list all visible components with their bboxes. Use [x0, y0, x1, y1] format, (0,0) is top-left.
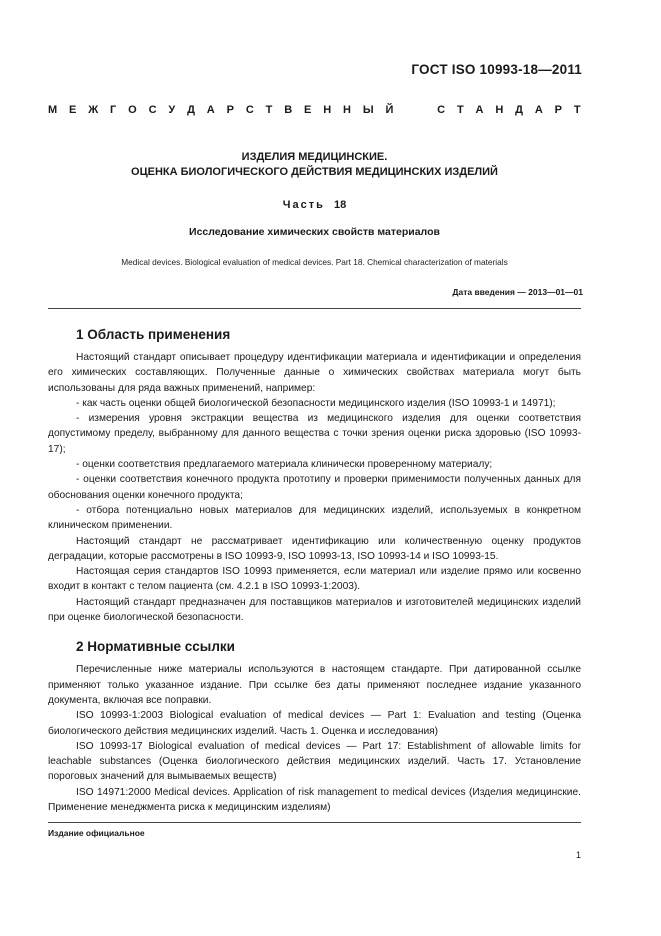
document-body [48, 322, 581, 815]
banner-letter: Н [495, 104, 504, 116]
banner-letter: Т [456, 104, 464, 116]
normative-reference: ISO 14971:2000 Medical devices. Application of risk management to medical devices (Изделия медицинские. Применение менеджмента риска к медицинским изделиям) [48, 786, 581, 814]
banner-letter: Р [554, 104, 563, 116]
section-1-list-item: - измерения уровня экстракции вещества из медицинского изделия для оценки соответствия допустимому пределу, выбранному для данного вещества с точки зрения оценки риска здоровью (ISO 10993-17); [48, 413, 581, 455]
banner-letter: С [148, 104, 157, 116]
banner-letter: С [245, 104, 254, 116]
section-1-heading: 1 Область применения [76, 327, 231, 342]
section-2-heading: 2 Нормативные ссылки [76, 639, 235, 655]
normative-reference: ISO 10993-1:2003 Biological evaluation of medical devices — Part 1: Evaluation and testing (Оценка биологического действия медицинских изделий. Часть 1. Оценка и исследования) [48, 710, 581, 737]
banner-letter: Ы [362, 104, 374, 116]
banner-letter: Ж [88, 104, 99, 116]
banner-letter: Д [515, 104, 523, 116]
section-2-paragraph: Перечисленные ниже материалы используются в настоящем стандарте. При датированной ссылке применяют только указанное издание. При ссылке без даты применяют последнее издание указанного документа, включая все поправки. [48, 664, 581, 706]
document-subtitle: Исследование химических свойств материалов [189, 226, 440, 238]
section-1-paragraph: Настоящий стандарт не рассматривает идентификацию или количественную оценку продуктов деградации, которые рассмотрены в ISO 10993-9, ISO 10993-13, ISO 10993-14 и ISO 10993-15. [48, 535, 581, 562]
banner-letter: О [128, 104, 137, 116]
interstate-standard-banner [48, 104, 581, 116]
page-number: 1 [575, 850, 581, 860]
banner-letter: Е [304, 104, 312, 116]
section-1-paragraph: Настоящий стандарт описывает процедуру идентификации материала и идентификации и определения его химических составляющих. Полученные данные о химических свойствах материала могут быть использованы для ряда важных применений, например: [48, 352, 581, 394]
banner-letter: А [534, 104, 543, 116]
header-divider [48, 308, 581, 309]
banner-letter: М [48, 104, 58, 116]
gost-code: ГОСТ ISO 10993-18—2011 [411, 62, 582, 77]
part-label: Часть [282, 199, 325, 211]
part-number: 18 [333, 199, 347, 211]
footer-divider [48, 822, 581, 823]
banner-letter: С [437, 104, 446, 116]
title-block [48, 150, 581, 267]
normative-reference: ISO 10993-17 Biological evaluation of medical devices — Part 17: Establishment of allowable limits for leachable substances (Оценка биологического действия медицинских изделий. Часть 17. Установление пороговых значений для вымываемых веществ) [48, 740, 581, 783]
title-line-2: ОЦЕНКА БИОЛОГИЧЕСКОГО ДЕЙСТВИЯ МЕДИЦИНСКИХ ИЗДЕЛИЙ [131, 166, 498, 178]
introduction-date: Дата введения — 2013—01—01 [452, 287, 583, 297]
title-line-1: ИЗДЕЛИЯ МЕДИЦИНСКИЕ. [241, 151, 388, 163]
banner-letter: Е [69, 104, 77, 116]
banner-letter: Н [343, 104, 351, 116]
banner-letter: Й [385, 104, 394, 116]
banner-letter: Г [110, 104, 117, 116]
banner-letter: Н [323, 104, 332, 116]
section-1-list-item: - оценки соответствия конечного продукта прототипу и проверки применимости полученных данных для обоснования оценки конечного продукта; [48, 474, 581, 501]
banner-letter: А [206, 104, 215, 116]
part-heading [48, 199, 581, 211]
banner-word-gap [405, 104, 425, 116]
banner-letter: В [284, 104, 293, 116]
section-1-list-item: - оценки соответствия предлагаемого материала клинически проверенному материалу; [76, 459, 493, 471]
official-edition-label: Издание официальное [48, 828, 145, 838]
banner-letter: Р [226, 104, 234, 116]
english-title: Medical devices. Biological evaluation of medical devices. Part 18. Chemical characterization of materials [121, 257, 508, 267]
banner-letter: У [168, 104, 176, 116]
section-1-paragraph: Настоящая серия стандартов ISO 10993 применяется, если материал или изделие прямо или косвенно входит в контакт с телом пациента (см. 4.2.1 в ISO 10993-1:2003). [48, 566, 581, 593]
banner-letter: Т [265, 104, 273, 116]
banner-letter: А [475, 104, 484, 116]
section-1-list-item: - как часть оценки общей биологической безопасности медицинского изделия (ISO 10993-1 и 14971); [76, 397, 556, 409]
section-1-paragraph: Настоящий стандарт предназначен для поставщиков материалов и изготовителей медицинских изделий при оценке биологической безопасности. [48, 596, 581, 624]
banner-letter: Д [187, 104, 195, 116]
banner-letter: Т [573, 104, 581, 116]
section-1-list-item: - отбора потенциально новых материалов для медицинских изделий, используемых в конкретном клиническом применении. [48, 504, 581, 532]
